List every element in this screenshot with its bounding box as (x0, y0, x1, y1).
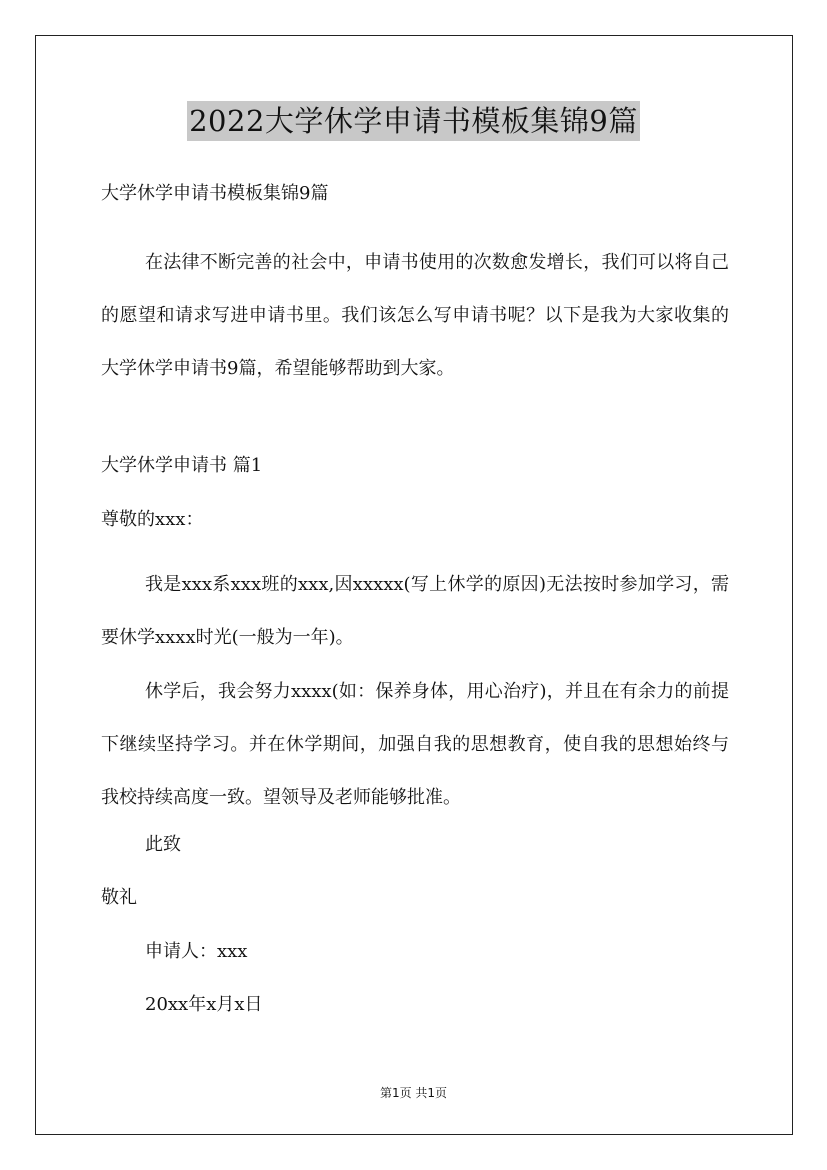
applicant-line: 申请人：xxx (145, 941, 248, 962)
title-container (0, 101, 827, 141)
document-subtitle: 大学休学申请书模板集锦9篇 (101, 183, 329, 204)
page-footer (0, 1085, 827, 1101)
date-line: 20xx年x月x日 (145, 994, 263, 1015)
section-heading: 大学休学申请书 篇1 (101, 455, 263, 476)
document-title: 2022大学休学申请书模板集锦9篇 (187, 101, 640, 141)
body-paragraph-2: 休学后，我会努力xxxx(如：保养身体，用心治疗)，并且在有余力的前提下继续坚持学习。并在休学期间，加强自我的思想教育，使自我的思想始终与我校持续高度一致。望领导及老师能够批准。 (101, 681, 729, 808)
page-number: 第1页 共1页 (379, 1086, 448, 1100)
closing-line-2: 敬礼 (101, 887, 137, 908)
closing-line-1: 此致 (145, 834, 181, 855)
intro-paragraph: 在法律不断完善的社会中，申请书使用的次数愈发增长，我们可以将自己的愿望和请求写进申请书里。我们该怎么写申请书呢？以下是我为大家收集的大学休学申请书9篇，希望能够帮助到大家。 (101, 252, 729, 379)
salutation: 尊敬的xxx： (101, 509, 204, 530)
body-paragraph-1: 我是xxx系xxx班的xxx,因xxxxx(写上休学的原因)无法按时参加学习，需要休学xxxx时光(一般为一年)。 (101, 574, 729, 648)
